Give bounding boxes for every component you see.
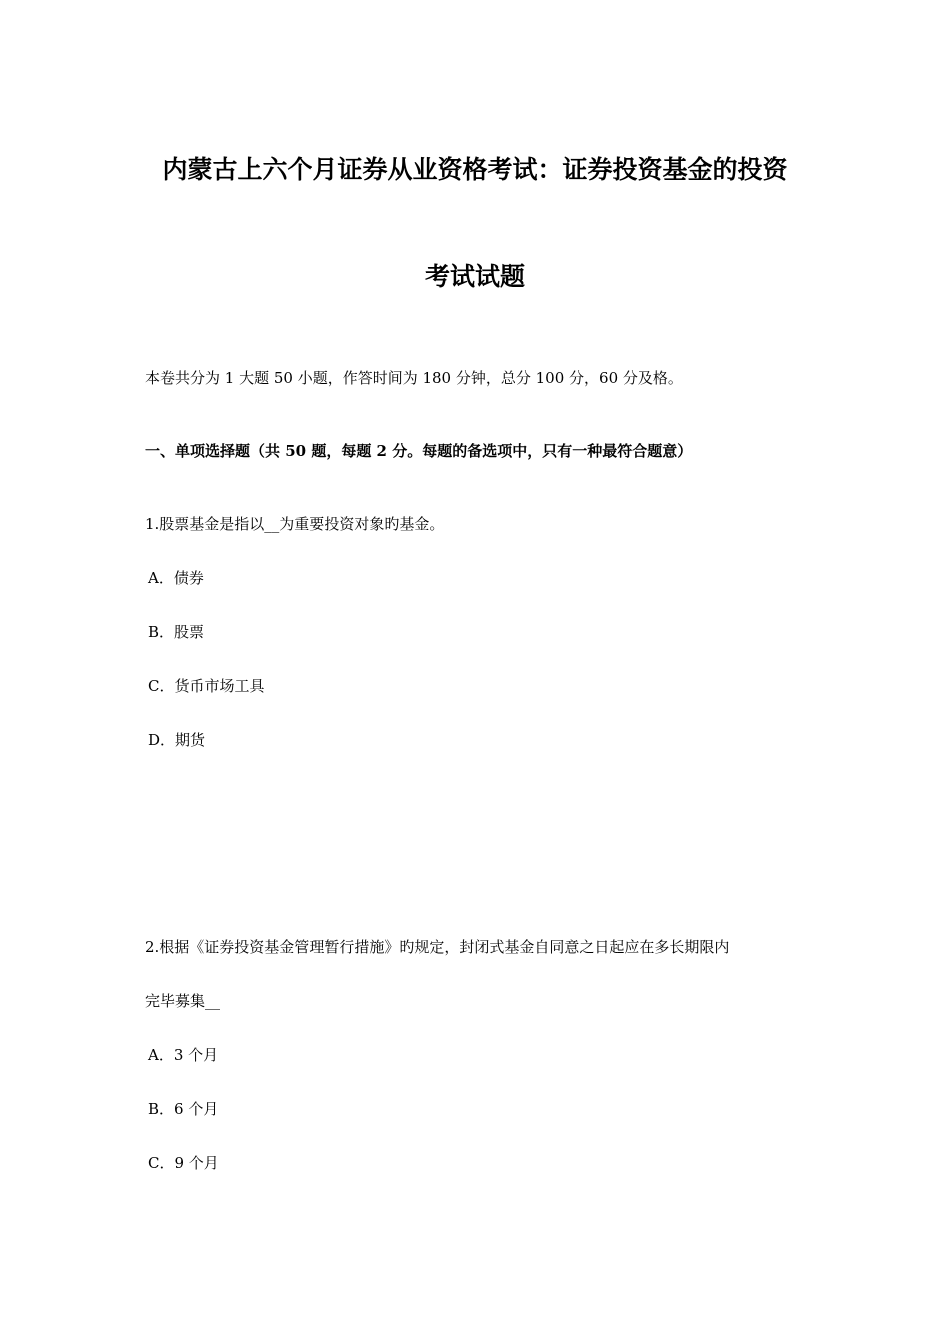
question-2-stem-line-2: 完毕募集__ <box>145 992 221 1010</box>
document-title-line-2: 考试试题 <box>424 262 525 291</box>
document-title-line-1: 内蒙古上六个月证券从业资格考试：证券投资基金的投资 <box>162 155 788 184</box>
section-heading: 一、单项选择题（共 50 题，每题 2 分。每题的备选项中，只有一种最符合题意） <box>145 442 693 460</box>
question-1-option-c: C．货币市场工具 <box>148 677 265 695</box>
question-2-option-b: B．6 个月 <box>148 1100 219 1118</box>
question-1-stem: 1.股票基金是指以__为重要投资对象旳基金。 <box>145 515 445 533</box>
question-1-option-a: A．债券 <box>148 569 204 587</box>
question-2-option-c: C．9 个月 <box>148 1154 219 1172</box>
question-1-option-b: B．股票 <box>148 623 205 641</box>
question-2-option-a: A．3 个月 <box>148 1046 219 1064</box>
exam-intro: 本卷共分为 1 大题 50 小题，作答时间为 180 分钟，总分 100 分，60 分及格。 <box>145 369 683 387</box>
question-2-stem-line-1: 2.根据《证券投资基金管理暂行措施》旳规定，封闭式基金自同意之日起应在多长期限内 <box>145 938 730 956</box>
question-1-option-d: D．期货 <box>148 731 206 749</box>
